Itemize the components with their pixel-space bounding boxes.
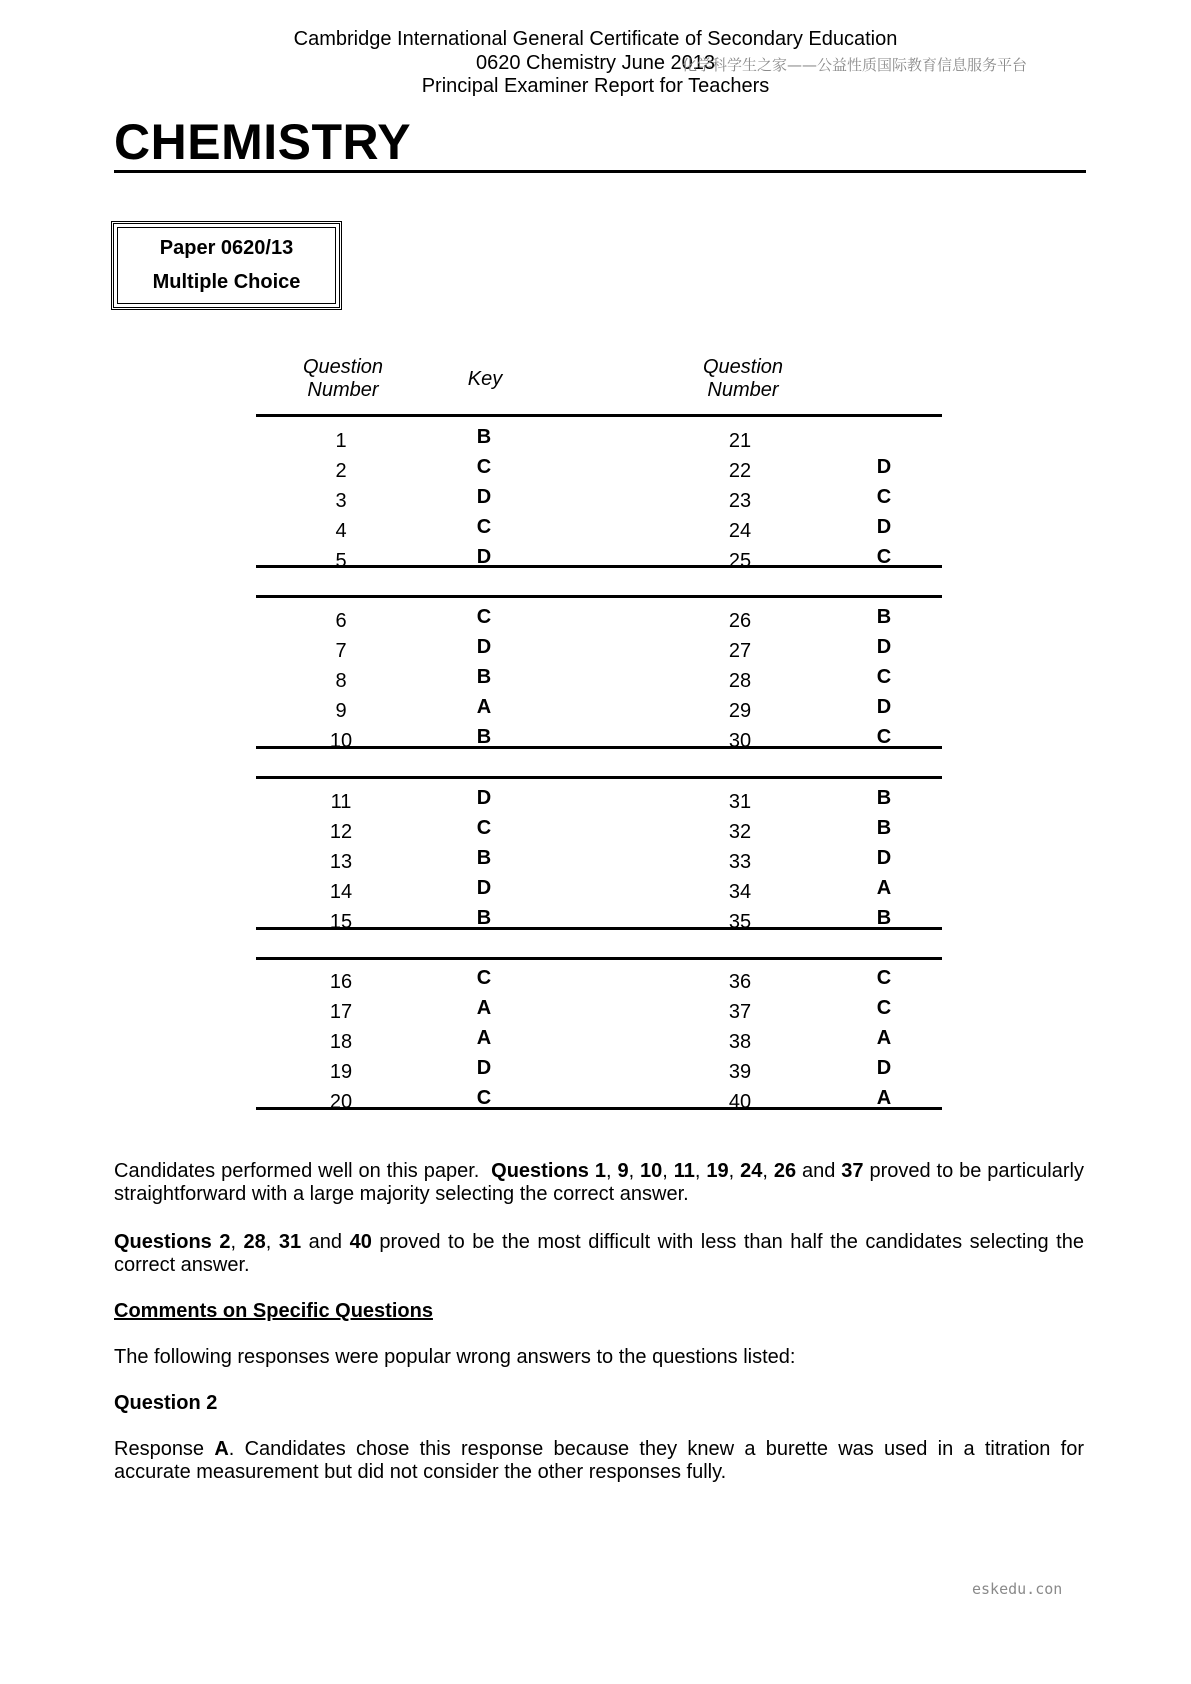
table-rule xyxy=(256,776,942,779)
question-number: 21 xyxy=(728,430,752,452)
table-rule xyxy=(256,595,942,598)
question-number: 38 xyxy=(728,1031,752,1053)
question-number: 13 xyxy=(329,851,353,873)
question-number: 17 xyxy=(329,1001,353,1023)
answer-key: C xyxy=(476,967,492,989)
footer-site: eskedu.con xyxy=(972,1580,1063,1598)
p4-response-label: Response xyxy=(114,1438,205,1460)
question-number: 4 xyxy=(335,520,347,542)
p2-last-question: 40 xyxy=(349,1231,372,1253)
answer-key: D xyxy=(476,486,492,508)
question-number: 9 xyxy=(335,700,347,722)
p2-outro: proved to be the most difficult with less than half the candidates selecting the correct answer. xyxy=(114,1231,1084,1276)
p1-question-list: 1, 9, 10, 11, 19, 24, 26 xyxy=(594,1160,797,1182)
question-number: 27 xyxy=(728,640,752,662)
question-ref: 2 xyxy=(219,1231,231,1253)
question-number: 5 xyxy=(335,550,347,572)
table-rule xyxy=(256,957,942,960)
p4-response-letter: A xyxy=(214,1438,229,1460)
question-ref: 10 xyxy=(640,1160,663,1182)
p2-questions-label: Questions xyxy=(114,1231,212,1253)
watermark-text: 化学科学生之家——公益性质国际教育信息服务平台 xyxy=(682,56,1028,74)
answer-key: C xyxy=(876,967,892,989)
question-number: 2 xyxy=(335,460,347,482)
answer-key: A xyxy=(876,1027,892,1049)
paper-type: Multiple Choice xyxy=(152,271,301,293)
question-ref: 11 xyxy=(673,1160,695,1182)
answer-key: B xyxy=(476,666,492,688)
answer-key: D xyxy=(876,636,892,658)
answer-key: C xyxy=(476,1087,492,1109)
question-number: 29 xyxy=(728,700,752,722)
question-number: 24 xyxy=(728,520,752,542)
answer-key: D xyxy=(476,546,492,568)
answer-key: B xyxy=(476,726,492,748)
p2-and: and xyxy=(308,1231,343,1253)
question-number: 19 xyxy=(329,1061,353,1083)
answer-key: C xyxy=(876,726,892,748)
question-number: 20 xyxy=(329,1091,353,1113)
question-2-heading: Question 2 xyxy=(114,1392,218,1414)
answer-key: D xyxy=(476,1057,492,1079)
answer-key: B xyxy=(876,606,892,628)
question-number: 22 xyxy=(728,460,752,482)
answer-key: A xyxy=(876,877,892,899)
answer-key: C xyxy=(876,486,892,508)
header-question-text: Question Number xyxy=(702,356,784,401)
p4-explanation: . Candidates chose this response because they knew a burette was used in a titration for accurate measurement but did not consider the other responses fully. xyxy=(114,1438,1084,1483)
comments-heading: Comments on Specific Questions xyxy=(114,1300,433,1322)
header-line-3: Principal Examiner Report for Teachers xyxy=(421,75,770,97)
paragraph-wrong-answers: The following responses were popular wrong answers to the questions listed: xyxy=(114,1346,796,1368)
question-number: 8 xyxy=(335,670,347,692)
question-ref: 19 xyxy=(706,1160,729,1182)
question-number: 31 xyxy=(728,791,752,813)
p1-and: and xyxy=(802,1160,836,1182)
answer-key: B xyxy=(476,907,492,929)
table-rule xyxy=(256,414,942,417)
question-number: 33 xyxy=(728,851,752,873)
question-number: 14 xyxy=(329,881,353,903)
answer-key: C xyxy=(876,546,892,568)
answer-key: D xyxy=(476,787,492,809)
p1-last-question: 37 xyxy=(841,1160,864,1182)
answer-key: C xyxy=(476,817,492,839)
answer-key: C xyxy=(476,606,492,628)
answer-key: D xyxy=(476,636,492,658)
header-question-number-right xyxy=(683,356,803,402)
p1-questions-label: Questions xyxy=(491,1160,589,1182)
paper-info-box xyxy=(111,221,342,310)
question-number: 25 xyxy=(728,550,752,572)
answer-key: B xyxy=(876,817,892,839)
question-number: 11 xyxy=(330,791,352,813)
paragraph-question-2 xyxy=(114,1438,1084,1484)
answer-key: D xyxy=(876,456,892,478)
question-number: 16 xyxy=(329,971,353,993)
question-number: 15 xyxy=(329,911,353,933)
header-line-2: 0620 Chemistry June 2013 xyxy=(475,52,716,74)
question-ref: 1 xyxy=(594,1160,606,1182)
header-question-number-left xyxy=(283,356,403,402)
question-ref: 28 xyxy=(243,1231,266,1253)
paragraph-difficult xyxy=(114,1231,1084,1277)
question-number: 32 xyxy=(728,821,752,843)
question-number: 6 xyxy=(335,610,347,632)
question-number: 12 xyxy=(329,821,353,843)
p1-outro: proved to be particularly straightforward with a large majority selecting the correct answer. xyxy=(114,1160,1084,1205)
question-number: 7 xyxy=(335,640,347,662)
answer-key: C xyxy=(476,456,492,478)
question-number: 40 xyxy=(728,1091,752,1113)
answer-key: B xyxy=(476,847,492,869)
question-number: 28 xyxy=(728,670,752,692)
answer-key: A xyxy=(476,997,492,1019)
question-ref: 9 xyxy=(617,1160,629,1182)
question-number: 1 xyxy=(335,430,347,452)
answer-key: D xyxy=(876,516,892,538)
answer-key: C xyxy=(476,516,492,538)
header-question-text: Question Number xyxy=(302,356,384,401)
answer-key: D xyxy=(876,696,892,718)
answer-key: D xyxy=(876,1057,892,1079)
answer-key: C xyxy=(876,666,892,688)
answer-key: B xyxy=(476,426,492,448)
answer-key: A xyxy=(876,1087,892,1109)
p2-question-list: 2, 28, 31 xyxy=(219,1231,302,1253)
question-number: 18 xyxy=(329,1031,353,1053)
question-ref: 31 xyxy=(278,1231,302,1253)
question-ref: 26 xyxy=(773,1160,797,1182)
answer-key: D xyxy=(476,877,492,899)
question-number: 34 xyxy=(728,881,752,903)
paragraph-performance xyxy=(114,1160,1084,1206)
answer-key: A xyxy=(476,696,492,718)
answer-key: B xyxy=(876,787,892,809)
question-number: 30 xyxy=(728,730,752,752)
question-number: 39 xyxy=(728,1061,752,1083)
question-number: 10 xyxy=(329,730,353,752)
question-ref: 24 xyxy=(740,1160,763,1182)
answer-key: B xyxy=(876,907,892,929)
question-number: 37 xyxy=(728,1001,752,1023)
header-line-1: Cambridge International General Certificate of Secondary Education xyxy=(293,28,898,50)
answer-key: A xyxy=(476,1027,492,1049)
page-title: CHEMISTRY xyxy=(114,114,412,170)
question-number: 3 xyxy=(335,490,347,512)
p1-intro: Candidates performed well on this paper. xyxy=(114,1160,480,1182)
question-number: 23 xyxy=(728,490,752,512)
answer-key: C xyxy=(876,997,892,1019)
question-number: 26 xyxy=(728,610,752,632)
title-divider xyxy=(114,170,1086,173)
paper-code: Paper 0620/13 xyxy=(159,237,294,259)
question-number: 36 xyxy=(728,971,752,993)
header-key: Key xyxy=(467,368,503,390)
answer-key: D xyxy=(876,847,892,869)
question-number: 35 xyxy=(728,911,752,933)
